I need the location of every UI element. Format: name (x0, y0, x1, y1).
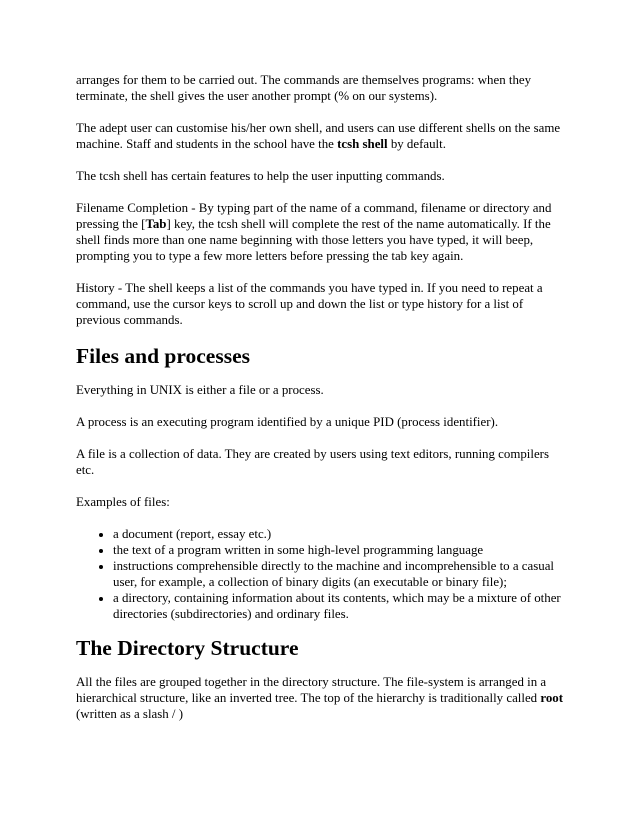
list-item: • instructions comprehensible directly to the machine and incomprehensible to a casual user, for example, a collection of binary digits (an executable or binary file); (113, 558, 566, 590)
text-segment: The adept user can customise his/her own shell, and users can use different shells on the same machine. Staff and students in the school have the (76, 121, 561, 151)
paragraph-tcsh-features: The tcsh shell has certain features to help the user inputting commands. (76, 169, 445, 183)
heading-files-and-processes: Files and processes (76, 344, 250, 368)
list-item: • a document (report, essay etc.) (113, 526, 566, 542)
bold-term-root: root (540, 691, 564, 705)
paragraph-shell-prompt: arranges for them to be carried out. The commands are themselves programs: when they terminate, the shell gives the user another prompt (% on our systems). (76, 73, 532, 103)
text-segment: by default. (387, 137, 446, 151)
bold-term-tcsh-shell: tcsh shell (337, 137, 388, 151)
paragraph-examples-intro: Examples of files: (76, 495, 170, 509)
text-segment: All the files are grouped together in the directory structure. The file-system is arranged in a hierarchical structure, like an inverted tree. The top of the hierarchy is traditionally called (76, 675, 547, 705)
document-page (76, 72, 566, 738)
text-segment: Filename Completion - By typing part of the name of a command, filename or directory and pressing the [ (76, 201, 552, 231)
file-examples-list (76, 526, 566, 622)
paragraph-file-or-process: Everything in UNIX is either a file or a process. (76, 383, 324, 397)
paragraph-filename-completion (76, 200, 566, 264)
paragraph-process-definition: A process is an executing program identified by a unique PID (process identifier). (76, 415, 499, 429)
paragraph-file-definition: A file is a collection of data. They are created by users using text editors, running compilers etc. (76, 447, 549, 477)
list-item: • the text of a program written in some high-level programming language (113, 542, 566, 558)
paragraph-custom-shell (76, 120, 566, 152)
bold-term-tab: Tab (145, 217, 167, 231)
list-item: • a directory, containing information about its contents, which may be a mixture of other directories (subdirectories) and ordinary files. (113, 590, 566, 622)
paragraph-directory-structure (76, 674, 566, 722)
text-segment: ] key, the tcsh shell will complete the rest of the name automatically. If the shell finds more than one name beginning with those letters you have typed, it will beep, prompting you to type a few more letters before pressing the tab key again. (76, 217, 551, 263)
heading-directory-structure: The Directory Structure (76, 636, 299, 660)
text-segment: (written as a slash / ) (76, 707, 184, 721)
paragraph-history: History - The shell keeps a list of the commands you have typed in. If you need to repeat a command, use the cursor keys to scroll up and down the list or type history for a list of previous commands. (76, 281, 543, 327)
